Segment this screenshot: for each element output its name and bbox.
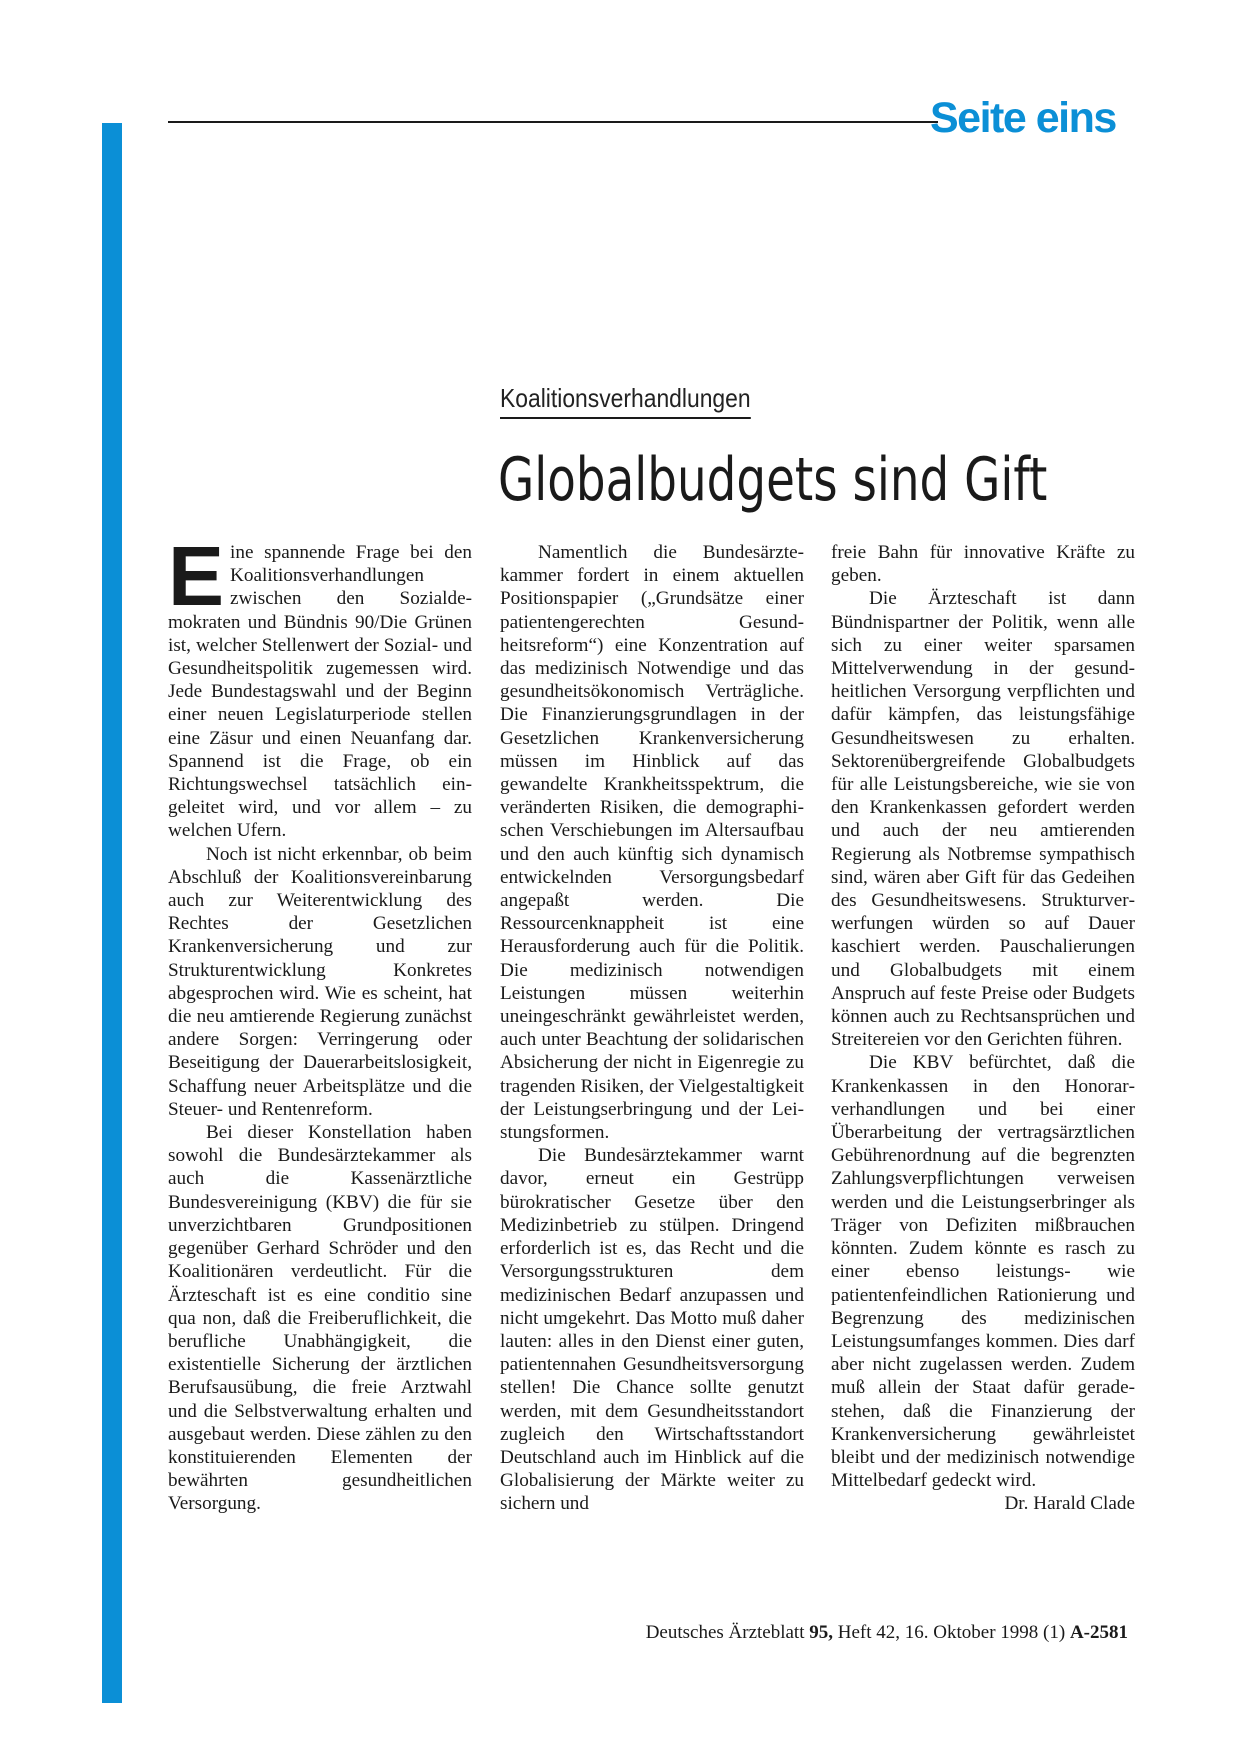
paragraph: Die Bundesärztekammer warnt davor, erneut ein Gestrüpp bürokratischer Gesetze über den Medizinbetrieb zu stülpen. Dringend erforderlich ist es, das Recht und die Versorgungsstrukturen dem medizinischen Bedarf anzupassen und nicht umgekehrt. Das Motto muß daher lauten: alles in den Dienst einer guten, patientennahen Gesundheitsversorgung stellen! Die Chance sollte genutzt werden, mit dem Gesundheitsstandort zugleich den Wirtschaftsstandort Deutschland auch im Hinblick auf die Globalisierung der Märkte weiter zu sichern und [500,1145,804,1515]
article-column-3 [831,541,1135,1516]
paragraph: Noch ist nicht erkennbar, ob beim Abschluß der Koalitionsvereinbarung auch zur Weiterentwicklung des Rechtes der Gesetzlichen Krankenversicherung und zur Strukturentwicklung Konkretes abgesprochen wird. Wie es scheint, hat die neu amtierende Regierung zunächst andere Sorgen: Verringerung oder Beseitigung der Dauerarbeitslosigkeit, Schaffung neuer Arbeitsplätze und die Steuer- und Rentenreform. [168,843,472,1120]
paragraph: Namentlich die Bundesärztekammer fordert in einem aktuellen Positionspapier („Grundsätze einer patientengerechten Gesundheitsreform“) eine Konzentration auf das medizinisch Notwendige und das gesundheitsökonomisch Verträgliche. Die Finanzierungsgrundlagen in der Gesetzlichen Krankenversicherung müssen im Hinblick auf das gewandelte Krankheitsspektrum, die veränderten Risiken, die demographischen Verschiebungen im Altersaufbau und den auch künftig sich dynamisch entwickelnden Versorgungsbedarf angepaßt werden. Die Ressourcenknappheit ist eine Herausforderung auch für die Politik. Die medizinisch notwendigen Leistungen müssen weiterhin uneingeschränkt gewährleistet werden, auch unter Beachtung der solidarischen Absicherung der nicht in Eigenregie zu tragenden Risiken, der Vielgestaltigkeit der Leistungserbringung und der Leistungsformen. [500,542,804,1144]
article-kicker: Koalitionsverhandlungen [500,381,751,419]
paragraph-text: ine spannende Frage bei den Koalitionsverhandlungen zwischen den Sozialdemokraten und Bündnis 90/Die Grünen ist, welcher Stellenwert der Sozial- und Gesundheitspolitik zugemessen wird. Jede Bundestagswahl und der Beginn einer neuen Legislaturperiode stellen eine Zäsur und einen Neuanfang dar. Spannend ist die Frage, ob ein Richtungswechsel tatsächlich eingeleitet wird, und vor allem – zu welchen Ufern. [168,542,472,842]
header-rule [168,121,938,123]
paragraph: freie Bahn für innovative Kräfte zu geben. [831,542,1135,587]
article-headline: Globalbudgets sind Gift [498,445,1048,515]
author-byline: Dr. Harald Clade [1004,1493,1135,1515]
paragraph: Die KBV befürchtet, daß die Krankenkassen in den Honorarverhandlungen und bei einer Überarbeitung der vertragsärztlichen Gebührenordnung auf die begrenzten Zahlungsverpflichtungen verweisen werden und die Leistungserbringer als Träger von Defiziten mißbrauchen könnten. Zudem könnte es rasch zu einer ebenso leistungs- wie patientenfeindlichen Rationierung und Begrenzung des medizinischen Leistungsumfanges kommen. Dies darf aber nicht zugelassen werden. Zudem muß allein der Staat dafür geradestehen, daß die Finanzierung der Krankenversicherung gewährleistet bleibt und der medizinisch notwendige Mittelbedarf gedeckt wird. [831,1052,1135,1492]
page-number: A-2581 [1069,1622,1128,1643]
paragraph: Die Ärzteschaft ist dann Bündnispartner der Politik, wenn alle sich zu einer weiter sparsamen Mittelverwendung in der gesundheitlichen Versorgung verpflichten und dafür kämpfen, das leistungsfähige Gesundheitswesen zu erhalten. Sektorenübergreifende Globalbudgets für alle Leistungsbereiche, wie sie von den Krankenkassen gefordert werden und auch der neu amtierenden Regierung als Notbremse sympathisch sind, wären aber Gift für das Gedeihen des Gesundheitswesens. Strukturverwerfungen würden so auf Dauer kaschiert werden. Pauschalierungen und Globalbudgets mit einem Anspruch auf feste Preise oder Budgets können auch zu Rechtsansprüchen und Streitereien vor den Gerichten führen. [831,588,1135,1051]
volume-number: 95, [809,1622,833,1643]
paragraph: Bei dieser Konstellation haben sowohl die Bundesärztekammer als auch die Kassenärztliche Bundesvereinigung (KBV) die für sie unverzichtbaren Grundpositionen gegenüber Gerhard Schröder und den Koalitionären verdeutlicht. Für die Ärzteschaft ist es eine conditio sine qua non, daß die Freiberuflichkeit, die berufliche Unabhängigkeit, die existentielle Sicherung der ärztlichen Berufsausübung, die freie Arztwahl und die Selbstverwaltung erhalten und ausgebaut werden. Diese zählen zu den konstituierenden Elementen der bewährten gesundheitlichen Versorgung. [168,1122,472,1515]
paragraph [168,529,472,843]
issue-date: Heft 42, 16. Oktober 1998 (1) [833,1622,1070,1643]
page-footer [646,1621,1128,1645]
drop-cap: E [168,529,225,623]
article-column-1 [168,529,472,1516]
publication-name: Deutsches Ärzteblatt [645,1622,805,1643]
section-label: Seite eins [930,94,1116,142]
article-column-2 [500,541,804,1516]
accent-bar [102,123,122,1703]
